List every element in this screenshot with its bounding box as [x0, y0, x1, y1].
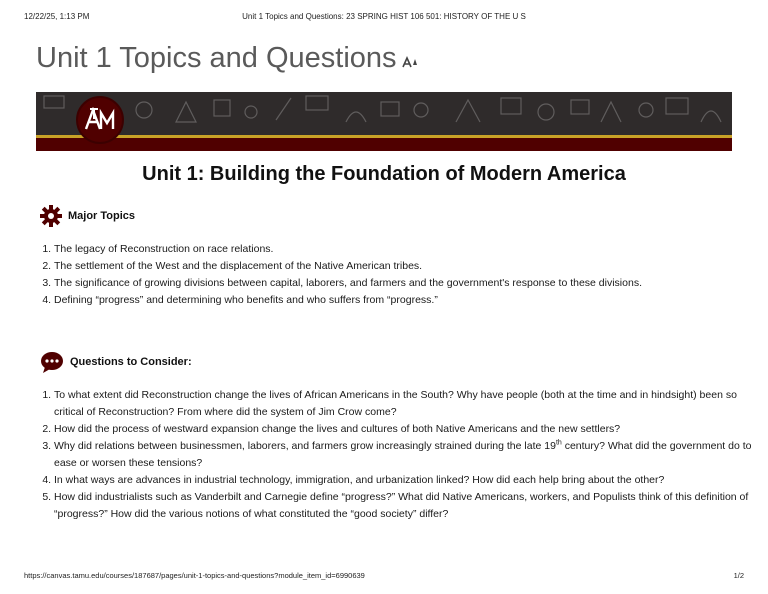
- topic-item: 2. The settlement of the West and the displacement of the Native American tribes.: [54, 258, 754, 275]
- topic-item: 4. Defining “progress” and determining who benefits and who suffers from “progress.”: [54, 292, 754, 309]
- major-topics-list: [22, 241, 754, 309]
- banner-pattern: [36, 92, 732, 136]
- topic-item: 3. The significance of growing divisions between capital, laborers, and farmers and the government's response to these divisions.: [54, 275, 754, 292]
- tamu-logo: [76, 96, 124, 144]
- major-topics-label: Major Topics: [68, 210, 136, 222]
- questions-label: Questions to Consider:: [70, 356, 192, 368]
- question-text-post: century? What did the government do to ease or worsen these tensions?: [54, 440, 752, 469]
- print-datetime: 12/22/25, 1:13 PM: [24, 12, 90, 21]
- question-item: 5. How did industrialists such as Vanderbilt and Carnegie define “progress?” What did Native Americans, workers, and Populists think of this definition of “progress?” How did the various notions of what constituted the “good society” differ?: [54, 489, 754, 523]
- speech-bubble-icon: [40, 351, 64, 373]
- major-topics-heading: [40, 205, 135, 227]
- questions-heading: [40, 351, 192, 373]
- gear-icon: [40, 205, 62, 227]
- ordinal-suffix: th: [555, 439, 562, 447]
- print-doc-title: Unit 1 Topics and Questions: 23 SPRING HIST 106 501: HISTORY OF THE U S: [242, 12, 526, 21]
- print-footer-url: https://canvas.tamu.edu/courses/187687/pages/unit-1-topics-and-questions?module_item_id=6990639: [24, 571, 365, 580]
- questions-list: [22, 387, 754, 523]
- topic-item: 1. The legacy of Reconstruction on race relations.: [54, 241, 754, 258]
- print-page-number: 1/2: [733, 571, 744, 580]
- question-item: 1. To what extent did Reconstruction change the lives of African Americans in the South? Why have people (both at the time and in hindsight) been so critical of Reconstruction? From where did the system of Jim Crow come?: [54, 387, 754, 421]
- atm-logo-icon: [84, 107, 116, 131]
- question-item: [54, 438, 754, 472]
- question-item: 2. How did the process of westward expansion change the lives and cultures of both Native Americans and the new settlers?: [54, 421, 754, 438]
- course-banner: [36, 92, 732, 151]
- banner-maroon-band: [36, 138, 732, 151]
- question-item: 4. In what ways are advances in industrial technology, immigration, and urbanization linked? How did each help bring about the other?: [54, 472, 754, 489]
- page-title: Unit 1 Topics and Questions: [36, 42, 397, 74]
- question-text-pre: Why did relations between businessmen, laborers, and farmers grow increasingly strained during the late 19: [54, 440, 556, 452]
- immersive-reader-icon[interactable]: [402, 56, 418, 68]
- unit-heading: Unit 1: Building the Foundation of Modern America: [142, 163, 626, 185]
